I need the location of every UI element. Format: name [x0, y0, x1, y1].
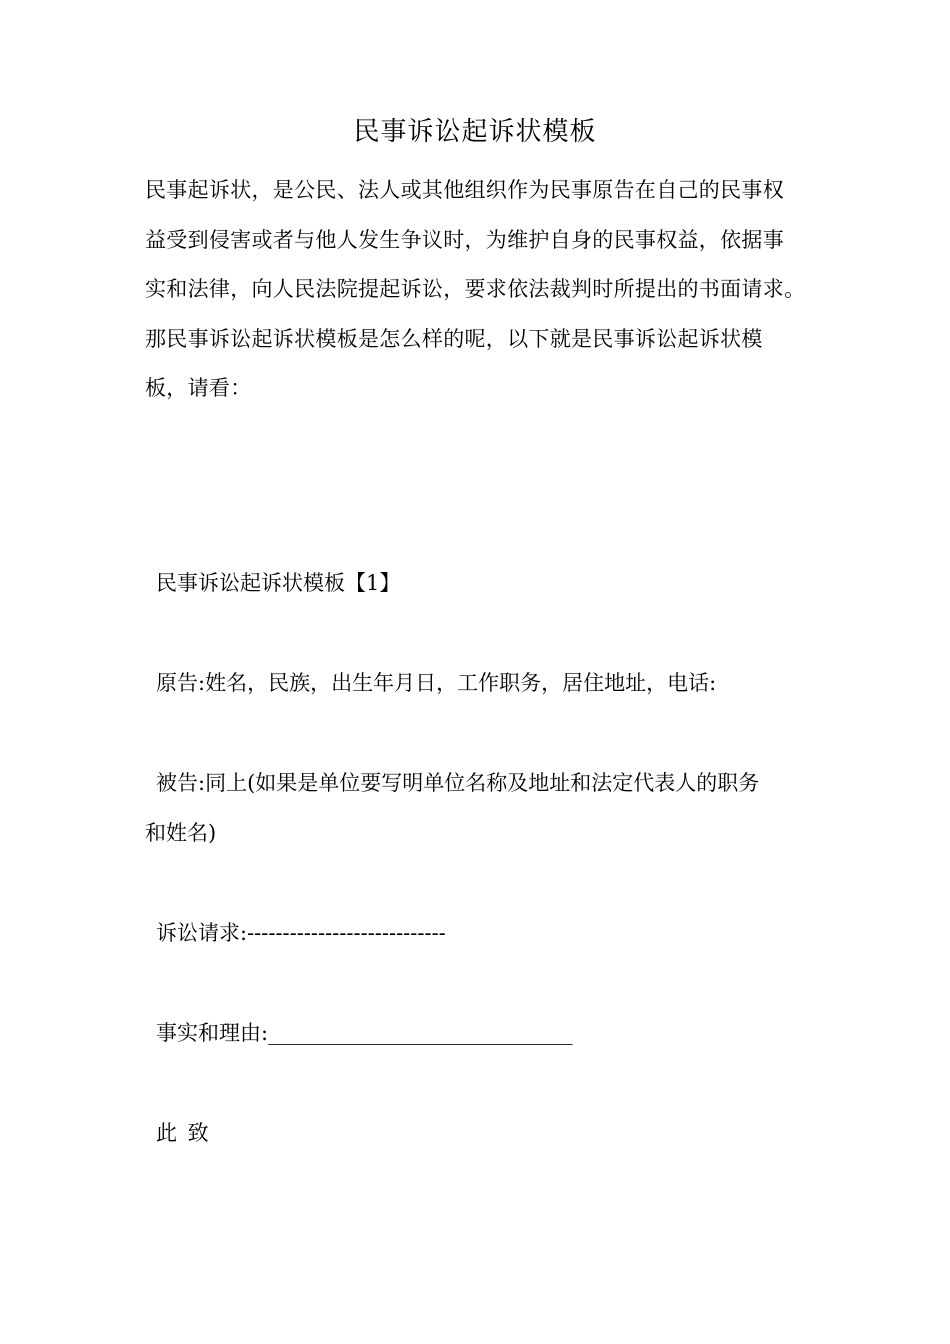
intro-line: 益受到侵害或者与他人发生争议时，为维护自身的民事权益，依据事: [145, 227, 784, 252]
intro-line: 民事起诉状，是公民、法人或其他组织作为民事原告在自己的民事权: [145, 178, 784, 202]
intro-line: 实和法律，向人民法院提起诉讼，要求依法裁判时所提出的书面请求。: [145, 277, 806, 301]
defendant-line: 被告:同上(如果是单位要写明单位名称及地址和法定代表人的职务: [156, 771, 760, 795]
plaintiff-line: 原告:姓名，民族，出生年月日，工作职务，居住地址，电话:: [156, 671, 717, 695]
closing-line: 此 致: [156, 1121, 211, 1145]
section-heading: 民事诉讼起诉状模板【1】: [156, 571, 401, 595]
intro-paragraph: [145, 166, 810, 414]
defendant-line-continued: 和姓名): [145, 821, 217, 845]
facts-line: 事实和理由:_____________________________: [156, 1021, 573, 1045]
intro-line: 那民事诉讼起诉状模板是怎么样的呢，以下就是民事诉讼起诉状模: [145, 326, 763, 351]
intro-line: 板，请看：: [145, 376, 252, 400]
claims-line: 诉讼请求:----------------------------: [156, 921, 446, 945]
document-title: 民事诉讼起诉状模板: [353, 117, 597, 147]
